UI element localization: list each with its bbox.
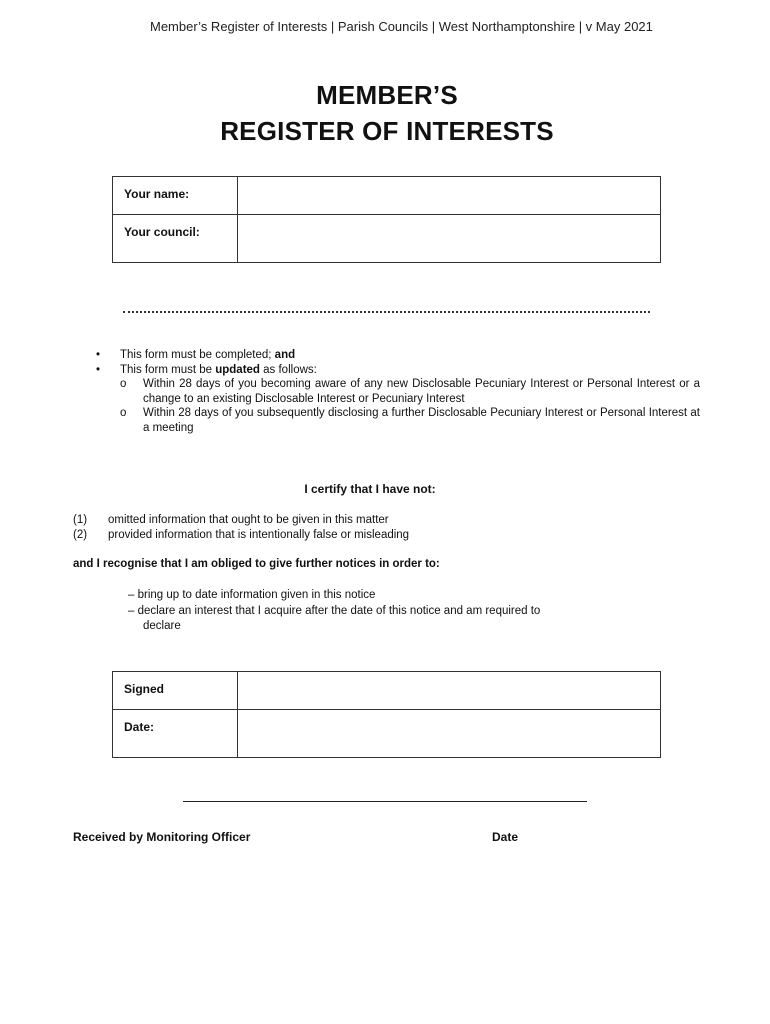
instruction-item-updated: • This form must be updated as follows: xyxy=(96,363,317,376)
further-notice-item: – declare an interest that I acquire after the date of this notice and am required to xyxy=(128,604,541,617)
your-name-label: Your name: xyxy=(113,177,238,215)
signature-field[interactable] xyxy=(238,672,661,710)
instruction-subitem-meeting: o Within 28 days of you subsequently disclosing a further Disclosable Pecuniary Interest or Personal Interest at a meeting xyxy=(120,407,700,434)
your-council-label: Your council: xyxy=(113,215,238,263)
instruction-subitem-new-interest: o Within 28 days of you becoming aware of any new Disclosable Pecuniary Interest or Personal Interest or a change to an existing Disclosable Interest or Pecuniary Interest xyxy=(120,378,700,405)
instruction-item-completed: • This form must be completed; and xyxy=(96,349,296,361)
circle-bullet-icon: o xyxy=(120,407,127,419)
member-details-table xyxy=(112,176,661,263)
officer-signature-line xyxy=(183,801,587,802)
document-title-line1: MEMBER’S xyxy=(316,80,458,110)
instructions-list xyxy=(94,348,700,435)
your-council-field[interactable] xyxy=(238,215,661,263)
certify-item: (2) provided information that is intentionally false or misleading xyxy=(73,529,410,541)
bullet-icon: • xyxy=(96,349,101,361)
certify-heading: I certify that I have not: xyxy=(304,482,436,496)
your-name-field[interactable] xyxy=(238,177,661,215)
dotted-divider xyxy=(123,311,650,313)
further-notices-list xyxy=(128,588,618,635)
bullet-icon: • xyxy=(96,363,101,376)
date-field[interactable] xyxy=(238,710,661,758)
signature-table xyxy=(112,671,661,758)
date-label: Date: xyxy=(113,710,238,758)
document-header: Member’s Register of Interests | Parish Councils | West Northamptonshire | v May 2021 xyxy=(150,19,653,34)
recognise-statement: and I recognise that I am obliged to give further notices in order to: xyxy=(73,558,440,570)
circle-bullet-icon: o xyxy=(120,378,127,390)
document-title-line2: REGISTER OF INTERESTS xyxy=(220,116,554,146)
certify-list xyxy=(73,513,673,543)
footer-date-label: Date xyxy=(492,830,519,844)
further-notice-item-continued: declare xyxy=(143,620,181,632)
signed-label: Signed xyxy=(113,672,238,710)
certify-item: (1) omitted information that ought to be given in this matter xyxy=(73,514,389,526)
received-by-officer-label: Received by Monitoring Officer xyxy=(73,830,251,844)
further-notice-item: – bring up to date information given in this notice xyxy=(128,589,376,601)
